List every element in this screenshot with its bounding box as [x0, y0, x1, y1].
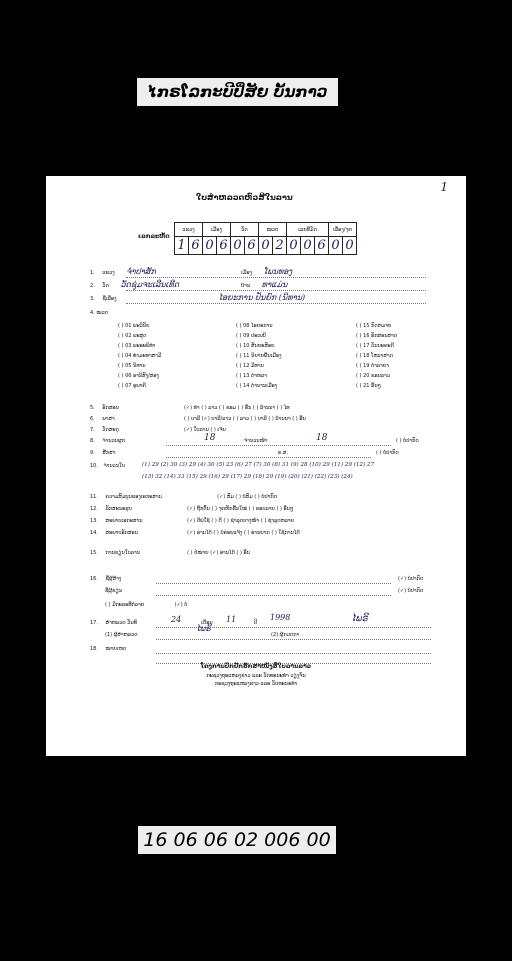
- bundle-count: 18: [204, 433, 216, 443]
- code-header: ເລື່ອງ/ຈຸດ: [329, 223, 357, 237]
- row-8-label2: ຈຳນວນໜ້າ: [244, 438, 268, 444]
- category-item: ( ) 18 ໂຫລາສາດ: [356, 353, 393, 359]
- row-18: [90, 646, 126, 652]
- signature-surveyor: ໄພຣິ: [196, 624, 211, 633]
- code-digit: 0: [231, 237, 245, 255]
- row-value: ທາແມ່ນ: [261, 280, 288, 289]
- row-3: [90, 295, 305, 302]
- category-item: ( ) 19 ຕຳລາຍາ: [356, 363, 390, 369]
- row-16b: ຊື່ຜູ້ຂຽນ: [105, 588, 123, 594]
- survey-year: 1998: [270, 613, 291, 622]
- row-label: ໝວດ: [96, 310, 109, 316]
- row-num: 11.: [90, 494, 98, 500]
- row-16-extra: (✓) ບໍ່ປາກົດ: [398, 576, 424, 582]
- code-header: ແຂວງ: [175, 223, 203, 237]
- row-label: ອັກສອນ: [102, 405, 119, 411]
- code-digit: 6: [189, 237, 203, 255]
- row-10: [90, 463, 125, 469]
- category-item: ( ) 20 ຂອນລາວ: [356, 373, 391, 379]
- category-col-3: [356, 321, 397, 391]
- row-num: 6.: [90, 416, 95, 422]
- category-item: ( ) 10 ສັນຍະສ໌ອຍ: [236, 343, 275, 349]
- footer-line-3: ກະຊວງຖະແຫລງຂ່າວ ແລະ ວັດທະນະທຳ: [214, 681, 298, 687]
- row-label: ລັກສະນະຮູບ: [105, 506, 132, 512]
- code-digit: 6: [245, 237, 259, 255]
- category-item: ( ) 21 ອື່ນໆ: [356, 383, 381, 389]
- row-num: 10.: [90, 463, 98, 469]
- survey-month: 11: [226, 615, 237, 624]
- code-digit: 6: [315, 237, 329, 255]
- row-label: ຊື່ເລື່ອງ: [102, 296, 117, 302]
- top-title-label: ໄກຣໂລກະບີປິ່ສັຍ ບັ້ນກາວ: [137, 78, 338, 106]
- category-item: ( ) 13 ຕຳຫລາ: [236, 373, 267, 379]
- row-num: 1.: [90, 270, 95, 276]
- row-8: [90, 438, 125, 444]
- row-options: (✓) ໃບລານ ( ) ເຈ້ຍ: [183, 427, 226, 433]
- code-digit-row: [175, 237, 357, 255]
- row-label: ການຂຽນໃບລານ: [105, 550, 141, 556]
- row-15: [90, 550, 250, 556]
- row-label: ຈຳນວນຜູກ: [102, 438, 126, 444]
- row-5: [90, 405, 290, 411]
- row-num: 7.: [90, 427, 95, 433]
- signature-inspector: ໄພຣິ: [351, 614, 368, 624]
- code-header-row: [175, 223, 357, 237]
- category-item: ( ) 05 ນິທານ: [118, 363, 146, 369]
- code-digit: 0: [259, 237, 273, 255]
- row-12: [90, 506, 293, 512]
- category-item: ( ) 08 ໄອຍະການ: [236, 323, 273, 329]
- month-label: ເດືອນ: [201, 620, 213, 626]
- row-label: ເມືອງ: [241, 270, 252, 276]
- code-digit: 1: [175, 237, 189, 255]
- category-item: ( ) 14 ຕຳນານເມືອງ: [236, 383, 278, 389]
- row-6: [90, 416, 306, 422]
- row-options: ( ) ປໍ່ໜ່າຍ (✓) ອ່ານໄດ້ ( ) ອື່ນ: [187, 550, 250, 556]
- category-item: ( ) 02 ພະສູດ: [118, 333, 147, 339]
- row-16b-extra: (✓) ບໍ່ປາກົດ: [398, 588, 424, 594]
- row-14: [90, 530, 300, 536]
- row-16c: [105, 602, 187, 608]
- code-header: ໝວດ: [259, 223, 287, 237]
- category-item: ( ) 11 ນິຍາຍພື້ນເມືອງ: [236, 353, 282, 359]
- row-1: [90, 269, 156, 276]
- category-item: ( ) 12 ມີທານ: [236, 363, 264, 369]
- surveyor-label: (1) ຜູ້ສຳຫລວດ: [105, 632, 138, 638]
- category-item: ( ) 03 ພະອະພິທຳ: [118, 343, 156, 349]
- row-num: 16.: [90, 576, 98, 582]
- row-num: 5.: [90, 405, 95, 411]
- row-9: [90, 450, 115, 456]
- row-1-right: [241, 269, 292, 276]
- category-item: ( ) 04 ທຳມະທາສາມີ: [118, 353, 162, 359]
- row-options: (✓) ຖືກຕົ້ນ ( ) ຈຸດຫັກຂື້ນໃໝ່ ( ) ຂອບລາຍ ( ) ອື່ນໆ: [187, 506, 294, 512]
- row-label: ສະພາບອັກສອນ: [105, 530, 138, 536]
- row-num: 13.: [90, 518, 98, 524]
- row-options: (✓) ທຳ ( ) ລາວ ( ) ຂອມ ( ) ອື່ນ ( ) ລ້ານນາ ( ) ໄທ: [183, 405, 290, 411]
- year-label: ປີ: [254, 620, 258, 626]
- row-num: 9.: [90, 450, 95, 456]
- row-options: (✓) ບໍ່: [174, 602, 188, 608]
- category-item: ( ) 16 ອັກສອນສາດ: [356, 333, 398, 339]
- row-options: (✓) ດີພໍໃຊ້ ( ) ດີ ( ) ຊຳລຸດບາງໜ້າ ( ) ຊຳລຸດຫລາຍ: [187, 518, 295, 524]
- row-num: 2.: [90, 283, 95, 289]
- row-label: ແຂວງ: [102, 270, 115, 276]
- row-options: ( ) ບາລີ (✓) ບາລີ/ລາວ ( ) ລາວ ( ) ບາລີ ( ) ລ້ານນາ ( ) ອື່ນ: [183, 416, 306, 422]
- code-header: ວັດ: [231, 223, 259, 237]
- category-col-2: [236, 321, 282, 391]
- row-label: ຊື່ຜູ້ສ້າງ: [105, 576, 122, 582]
- row-options: (✓) ອ່ານໄດ້ ( ) ບໍ່ຄ່ອຍແຈ້ງ ( ) ອ່ານຍາກ ( ) ໃຊ້ການໄດ້: [187, 530, 300, 536]
- row-9-mid: ຄ.ສ.: [278, 450, 289, 456]
- row-label: ສືກສາ: [102, 450, 116, 456]
- row-16: [90, 576, 121, 582]
- row-value: ໂພນທອງ: [263, 267, 293, 276]
- row-2: [90, 282, 179, 289]
- footer-line-2: ກະຊວງຖະແຫລງຂ່າວ ແລະ ວັດທະນະທຳ ວຽງຈັນ: [206, 673, 306, 679]
- row-options: (✓) ສົມ ( ) ບໍ່ສົມ ( ) ບໍ່ປາກົດ: [217, 494, 277, 500]
- footer-line-1: ໂຄງການປົກປັກຮັກສາໜັງສືໃບລານລາວ: [200, 663, 312, 670]
- row-num: 3.: [90, 296, 95, 302]
- code-digit: 2: [273, 237, 287, 255]
- code-digit: 0: [301, 237, 315, 255]
- row-13: [90, 518, 294, 524]
- row-value: ໄອຍະການ ປັນຍົກ (ນິທານ): [218, 293, 306, 302]
- bottom-code-label: 16 06 06 02 006 00: [138, 826, 336, 854]
- code-header: ເລກທີ່ມັດ: [287, 223, 329, 237]
- row-17: [90, 620, 137, 626]
- leaf-counts-line-1: (1) 29 (2) 30 (3) 29 (4) 30 (5) 23 (6) 27 (7) 30 (8) 31 (9) 28 (10) 29 (11) 29 (12) 27: [142, 462, 375, 468]
- form-title: ໃບສຳຫລວດຫົວສີໃນລານ: [196, 193, 293, 202]
- row-num: 14.: [90, 530, 98, 536]
- category-item: ( ) 01 ພະວິນັຍ: [118, 323, 150, 329]
- code-digit: 0: [329, 237, 343, 255]
- row-9-extra: ( ) ບໍ່ປາກົດ: [376, 450, 399, 456]
- survey-day: 24: [171, 615, 182, 624]
- category-item: ( ) 09 ປະເພນີ: [236, 333, 266, 339]
- code-title: ເລກລະຫັດ: [138, 233, 170, 240]
- row-value: ຈຳປາສັກ: [126, 267, 156, 276]
- row-num: 15.: [90, 550, 98, 556]
- row-label: ( ) ມີຕະລະທີ່ຕໍ່ລາຍ: [105, 602, 145, 608]
- corner-mark: 1: [440, 180, 448, 194]
- row-num: 8.: [90, 438, 95, 444]
- row-label: ພາສາ: [102, 416, 115, 422]
- row-label: ບ້ານ: [241, 283, 251, 289]
- category-item: ( ) 17 ວັນນະຄະດີ: [356, 343, 394, 349]
- page-count: 18: [316, 433, 328, 443]
- code-digit: 0: [343, 237, 357, 255]
- code-table: [174, 222, 357, 255]
- row-label: ສຳຫລວດ ວັນທີ: [105, 620, 137, 626]
- row-4: 4. ໝວດ: [90, 310, 109, 316]
- row-11: [90, 494, 277, 500]
- row-label: ຄວາມສົມບູນຂອງເອກະສານ: [105, 494, 162, 500]
- category-item: ( ) 07 ອຸພາຄີ: [118, 383, 146, 389]
- code-digit: 0: [287, 237, 301, 255]
- leaf-counts-line-2: (13) 32 (14) 33 (15) 29 (16) 29 (17) 29 (18) 29 (19) (20) (21) (22) (23) (24): [142, 474, 353, 480]
- row-8-extra: ( ) ບໍ່ປາກົດ: [396, 438, 419, 444]
- code-header: ເມືອງ: [203, 223, 231, 237]
- row-value: ວັດຊຸ່ມຈະເລີນເທີດ: [120, 280, 180, 289]
- row-num: 12.: [90, 506, 98, 512]
- row-label: ຈຳນວນໃບ: [103, 463, 125, 469]
- row-label: ວັດ: [102, 283, 109, 289]
- inspector-label: (2) ຜູ້ກວດກາ: [271, 632, 300, 638]
- row-2-right: [241, 282, 287, 289]
- category-item: ( ) 06 ອານິສົງ/ສອງ: [118, 373, 159, 379]
- category-item: ( ) 15 ກົດຫມາຍ: [356, 323, 392, 329]
- row-label: ວັດສະດຸ: [102, 427, 119, 433]
- row-label: ໝາຍເຫດ: [105, 646, 127, 652]
- row-num: 17.: [90, 620, 98, 626]
- code-digit: 0: [203, 237, 217, 255]
- category-col-1: [118, 321, 161, 391]
- survey-form: [46, 176, 466, 756]
- row-label: ສະພາບເອກະສານ: [105, 518, 143, 524]
- code-digit: 6: [217, 237, 231, 255]
- row-num: 18.: [90, 646, 98, 652]
